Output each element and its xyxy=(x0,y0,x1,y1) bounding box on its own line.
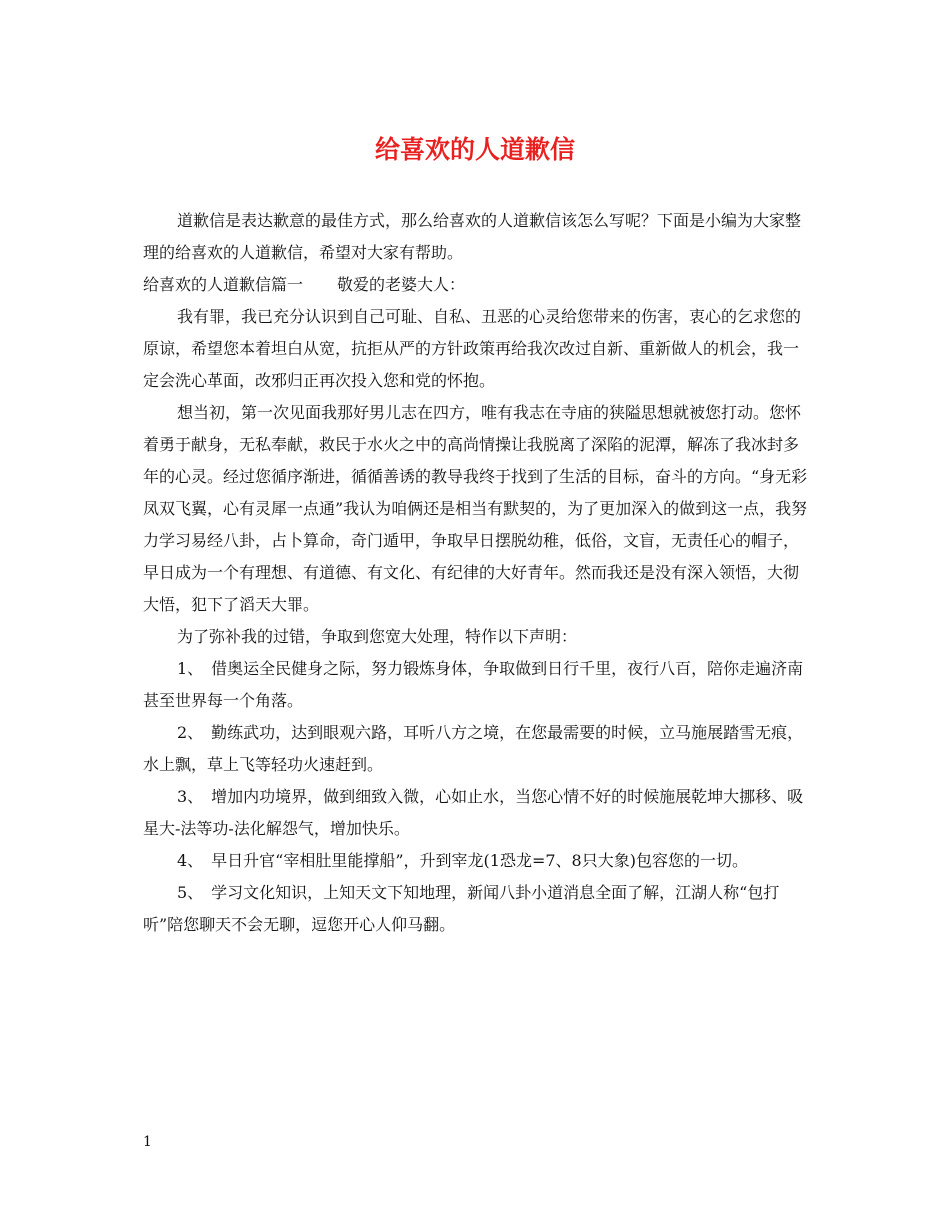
list-item: 5、 学习文化知识，上知天文下知地理，新闻八卦小道消息全面了解，江湖人称“包打听”陪您聊天不会无聊，逗您开心人仰马翻。 xyxy=(143,883,780,934)
document-title: 给喜欢的人道歉信 xyxy=(374,135,575,164)
section-heading: 给喜欢的人道歉信篇一 xyxy=(143,275,304,294)
body-paragraph: 为了弥补我的过错，争取到您宽大处理，特作以下声明： xyxy=(177,627,578,646)
body-paragraph: 我有罪，我已充分认识到自己可耻、自私、丑恶的心灵给您带来的伤害，衷心的乞求您的原谅，希望您本着坦白从宽，抗拒从严的方针政策再给我次改过自新、重新做人的机会，我一定会洗心革面，改邪归正再次投入您和党的怀抱。 xyxy=(143,307,802,390)
page-number: 1 xyxy=(143,1134,152,1150)
salutation: 敬爱的老婆大人： xyxy=(337,275,466,294)
section-heading-line xyxy=(143,269,813,301)
document-body xyxy=(143,205,813,941)
intro-paragraph: 道歉信是表达歉意的最佳方式，那么给喜欢的人道歉信该怎么写呢？下面是小编为大家整理的给喜欢的人道歉信，希望对大家有帮助。 xyxy=(143,211,802,262)
body-paragraph: 想当初，第一次见面我那好男儿志在四方，唯有我志在寺庙的狭隘思想就被您打动。您怀着勇于献身，无私奉献，救民于水火之中的高尚情操让我脱离了深陷的泥潭，解冻了我冰封多年的心灵。经过您循序渐进，循循善诱的教导我终于找到了生活的目标，奋斗的方向。“身无彩凤双飞翼，心有灵犀一点通”我认为咱俩还是相当有默契的，为了更加深入的做到这一点，我努力学习易经八卦，占卜算命，奇门遁甲，争取早日摆脱幼稚，低俗，文盲，无责任心的帽子，早日成为一个有理想、有道德、有文化、有纪律的大好青年。然而我还是没有深入领悟，大彻大悟，犯下了滔天大罪。 xyxy=(143,403,808,614)
list-item: 1、 借奥运全民健身之际，努力锻炼身体，争取做到日行千里，夜行八百，陪你走遍济南甚至世界每一个角落。 xyxy=(143,659,804,710)
list-item: 3、 增加内功境界，做到细致入微，心如止水，当您心情不好的时候施展乾坤大挪移、吸星大-法等功-法化解怨气，增加快乐。 xyxy=(143,787,804,838)
list-item: 2、 勤练武功，达到眼观六路，耳听八方之境，在您最需要的时候，立马施展踏雪无痕，水上飘，草上飞等轻功火速赶到。 xyxy=(143,723,804,774)
list-item: 4、 早日升官“宰相肚里能撑船”，升到宰龙(1恐龙=7、8只大象)包容您的一切。 xyxy=(177,851,748,870)
